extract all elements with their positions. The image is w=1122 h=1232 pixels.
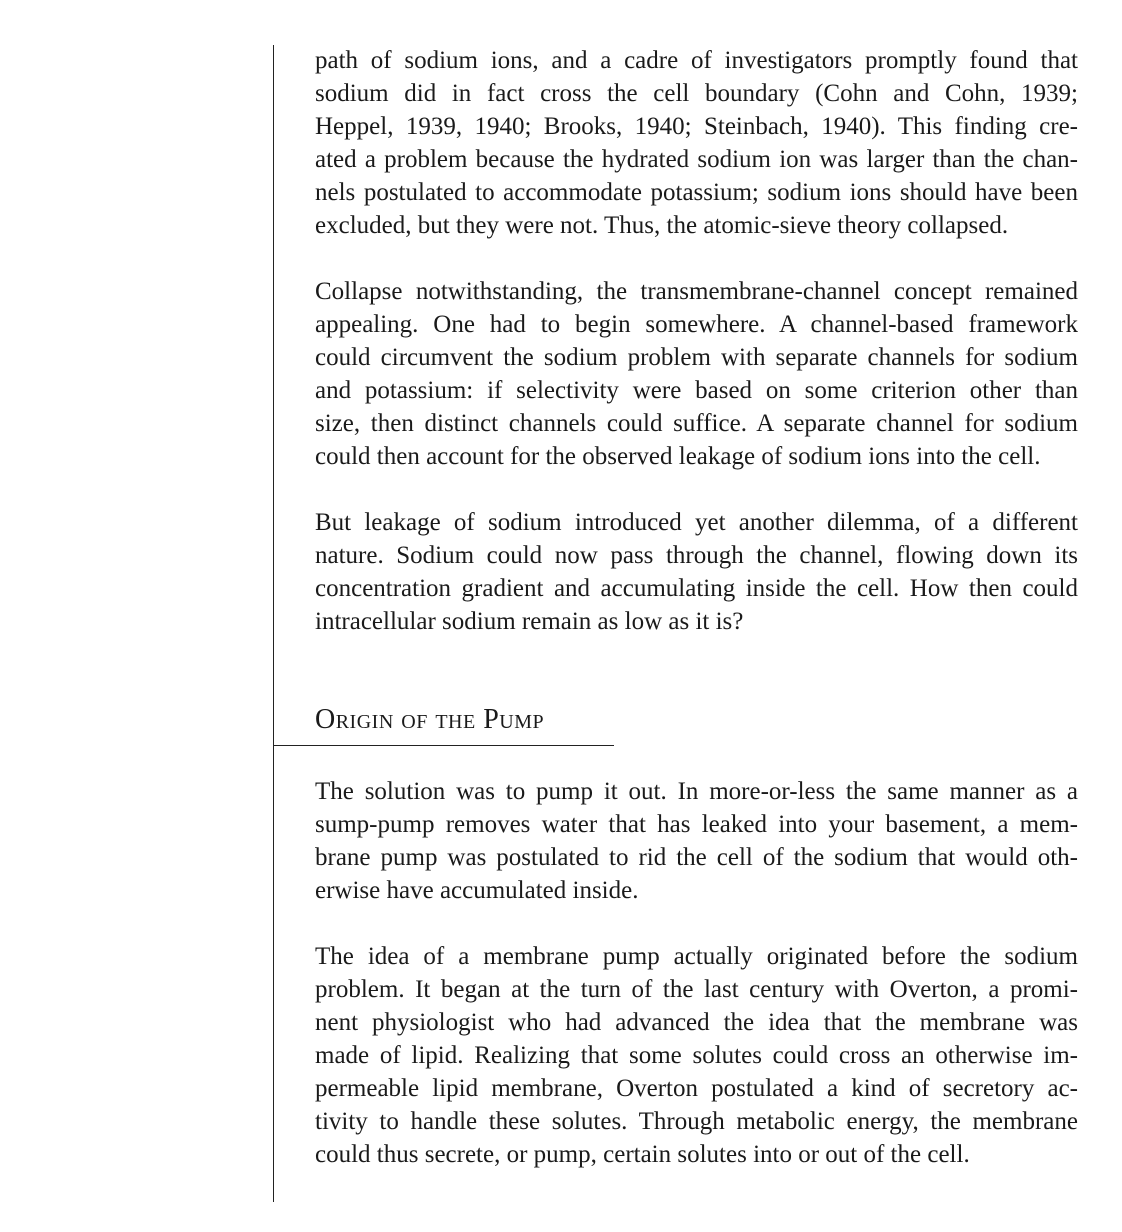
text-line: nels postulated to accommodate potassium; sodium ions should have been: [315, 179, 1078, 206]
text-line: brane pump was postulated to rid the cell of the sodium that would oth-: [315, 844, 1078, 871]
text-line: tivity to handle these solutes. Through metabolic energy, the membrane: [315, 1108, 1078, 1135]
text-line: size, then distinct channels could suffice. A separate channel for sodium: [315, 410, 1078, 437]
text-line: path of sodium ions, and a cadre of investigators promptly found that: [315, 47, 1078, 74]
text-line: ated a problem because the hydrated sodium ion was larger than the chan-: [315, 146, 1078, 173]
text-line: nature. Sodium could now pass through the channel, flowing down its: [315, 542, 1078, 569]
section-heading: Origin of the Pump: [315, 704, 545, 735]
margin-rule: [273, 45, 274, 1202]
paragraph-3: [315, 506, 1078, 638]
text-line: could circumvent the sodium problem with separate channels for sodium: [315, 344, 1078, 371]
text-line: Heppel, 1939, 1940; Brooks, 1940; Steinbach, 1940). This finding cre-: [315, 113, 1078, 140]
paragraph-1: [315, 44, 1078, 242]
text-line: could then account for the observed leakage of sodium ions into the cell.: [315, 443, 1041, 470]
text-line: and potassium: if selectivity were based on some criterion other than: [315, 377, 1078, 404]
text-line: could thus secrete, or pump, certain solutes into or out of the cell.: [315, 1141, 970, 1168]
text-line: permeable lipid membrane, Overton postulated a kind of secretory ac-: [315, 1075, 1078, 1102]
text-line: appealing. One had to begin somewhere. A channel-based framework: [315, 311, 1078, 338]
text-line: intracellular sodium remain as low as it is?: [315, 608, 744, 635]
text-line: nent physiologist who had advanced the idea that the membrane was: [315, 1009, 1078, 1036]
text-line: The solution was to pump it out. In more-or-less the same manner as a: [315, 778, 1078, 805]
text-line: Collapse notwithstanding, the transmembrane-channel concept remained: [315, 278, 1078, 305]
paragraph-5: [315, 940, 1078, 1171]
text-line: sump-pump removes water that has leaked into your basement, a mem-: [315, 811, 1078, 838]
text-line: But leakage of sodium introduced yet another dilemma, of a different: [315, 509, 1078, 536]
text-line: made of lipid. Realizing that some solutes could cross an otherwise im-: [315, 1042, 1078, 1069]
text-line: problem. It began at the turn of the last century with Overton, a promi-: [315, 976, 1078, 1003]
paragraph-4: [315, 775, 1078, 907]
text-line: excluded, but they were not. Thus, the atomic-sieve theory collapsed.: [315, 212, 1009, 239]
heading-underline: [273, 745, 614, 746]
paragraph-2: [315, 275, 1078, 473]
text-line: sodium did in fact cross the cell boundary (Cohn and Cohn, 1939;: [315, 80, 1078, 107]
text-line: The idea of a membrane pump actually originated before the sodium: [315, 943, 1078, 970]
text-line: concentration gradient and accumulating inside the cell. How then could: [315, 575, 1078, 602]
text-line: erwise have accumulated inside.: [315, 877, 639, 904]
